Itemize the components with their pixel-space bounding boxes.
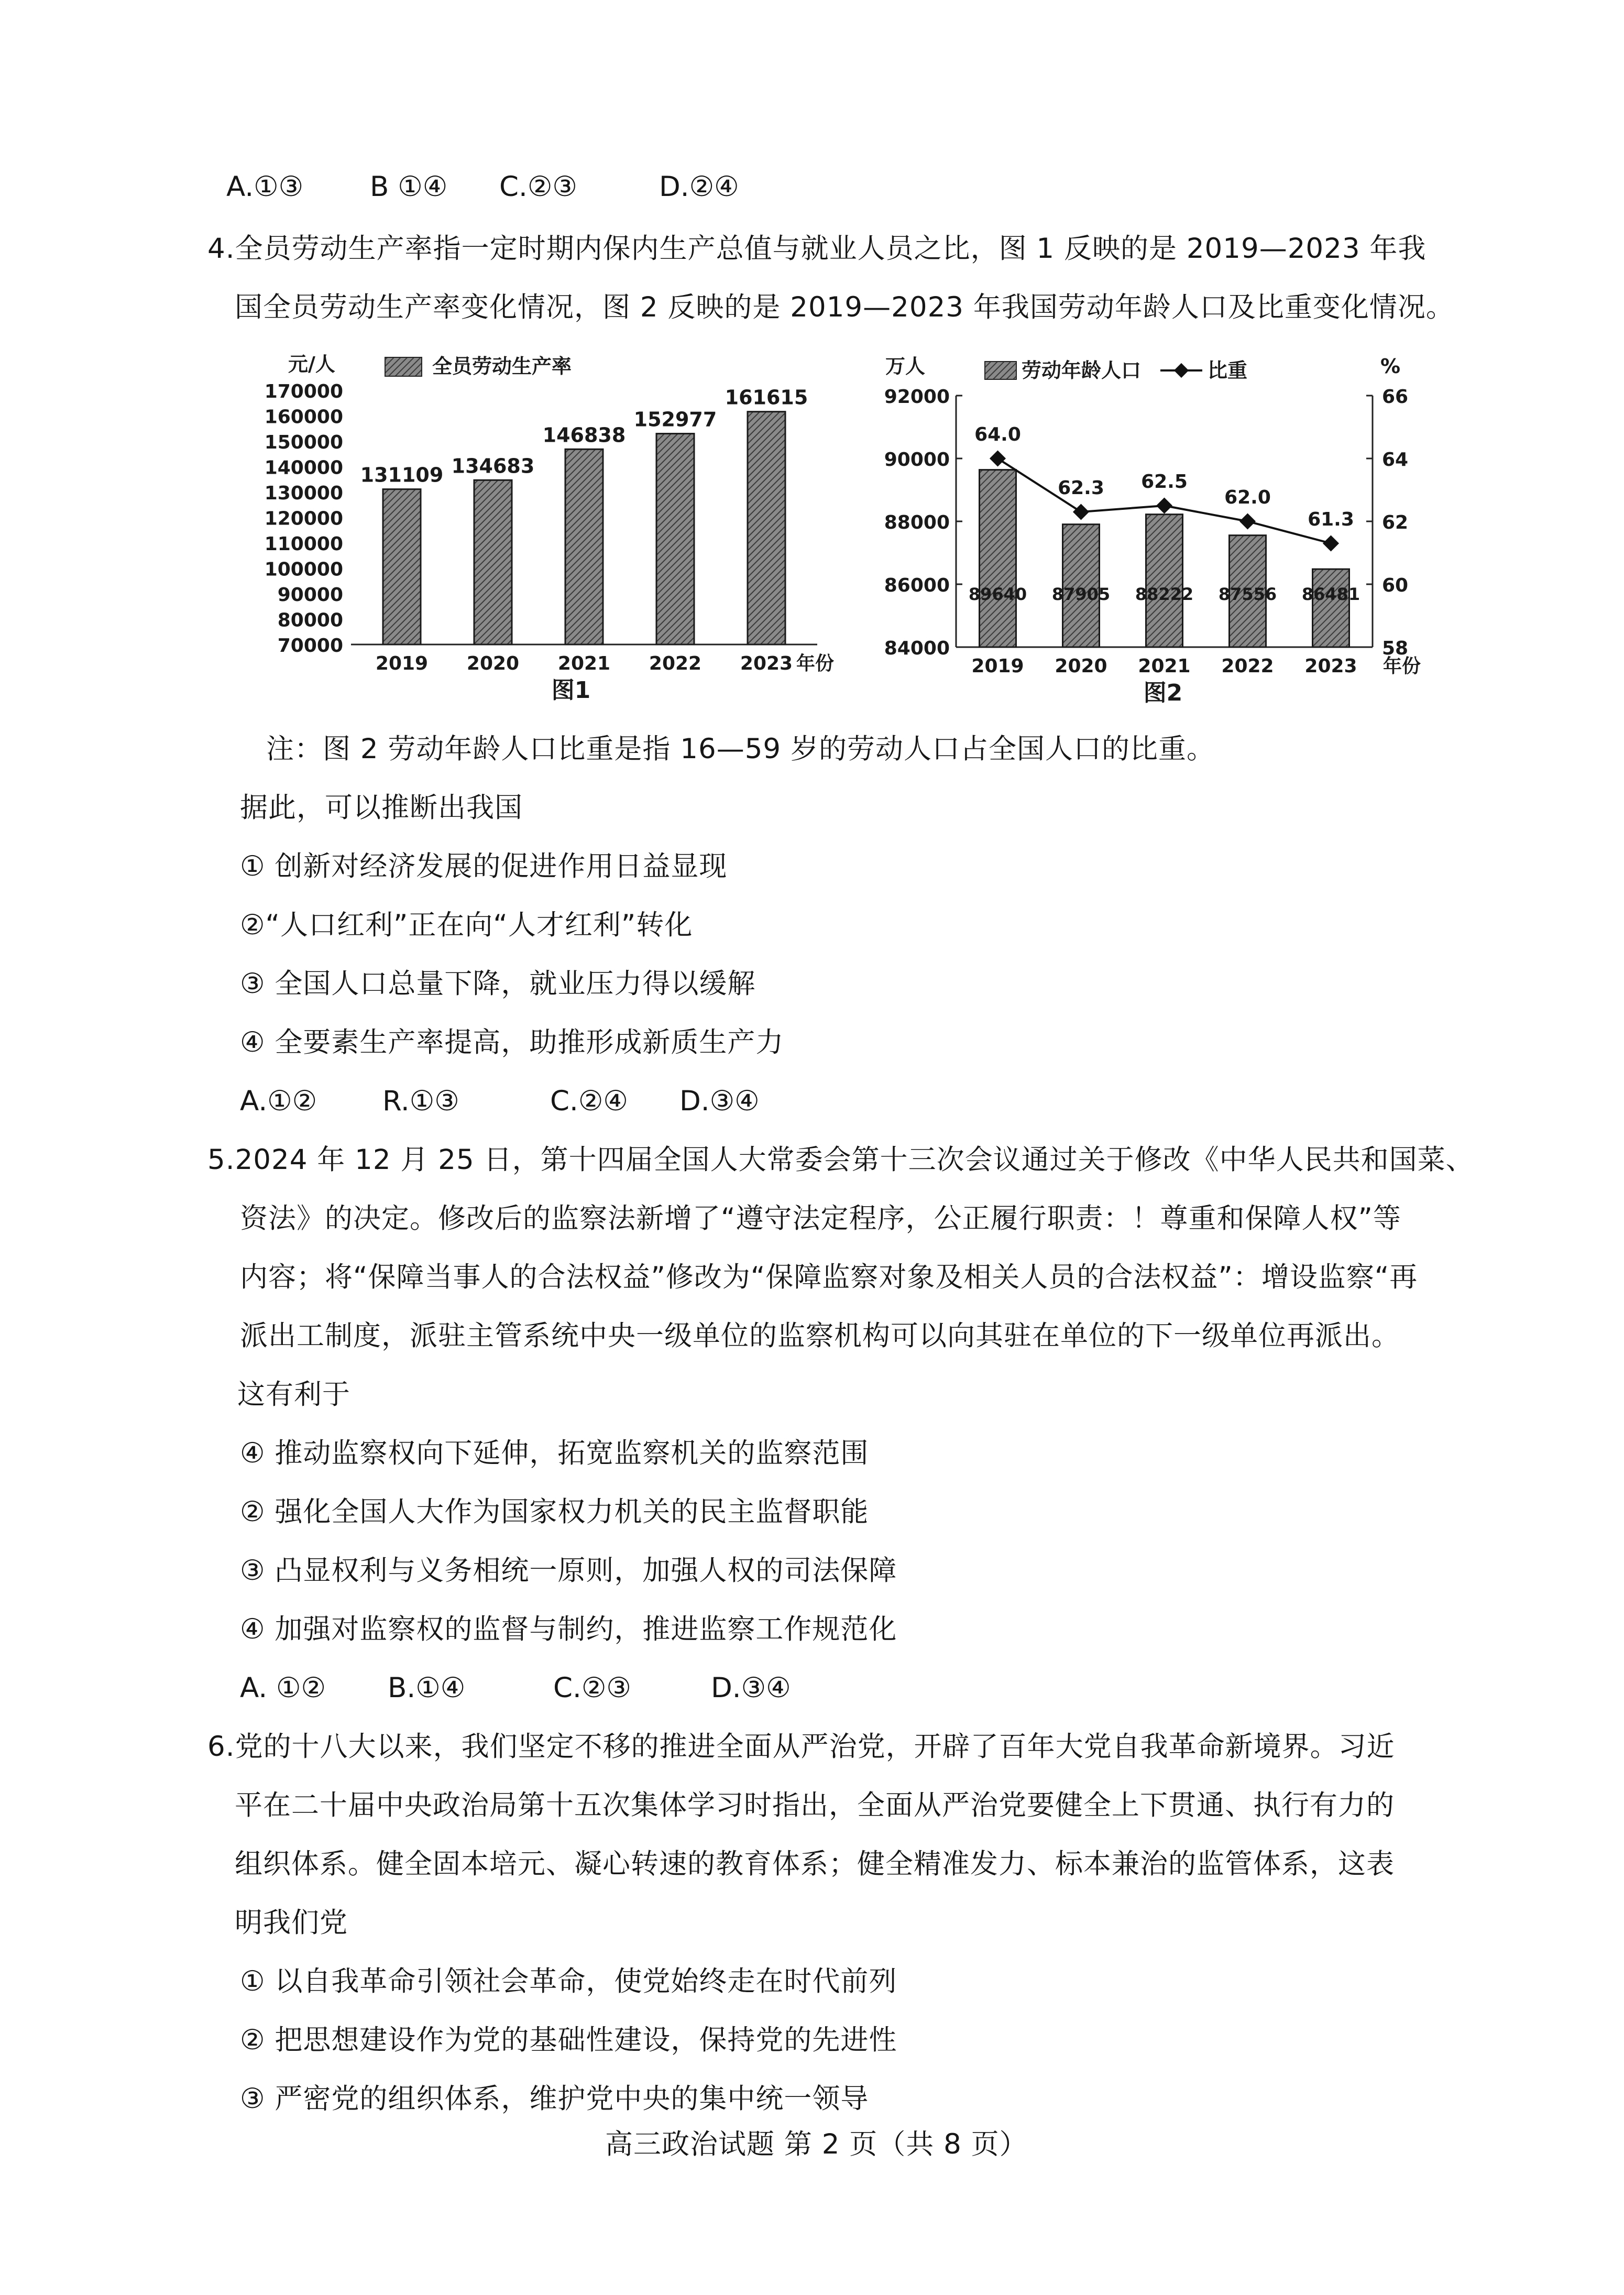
y2-tick-label: 64 [1382, 449, 1409, 471]
y-tick-label: 80000 [277, 609, 343, 631]
y-tick-label: 170000 [264, 381, 343, 402]
y2-tick-label: 62 [1382, 512, 1409, 533]
bar-value-label: 161615 [725, 386, 808, 409]
figure-caption: 图2 [1143, 680, 1183, 706]
q4-option-c: C.②④ [550, 1085, 628, 1117]
y-tick-label: 110000 [264, 533, 343, 555]
x-axis-unit: 年份 [1383, 655, 1421, 677]
q3-options [0, 169, 1624, 205]
y-tick-label: 160000 [264, 406, 343, 428]
bar-value-label: 86481 [1301, 584, 1360, 604]
q4-option-b: R.①③ [382, 1085, 459, 1117]
y-tick-label: 70000 [277, 635, 343, 657]
bar [383, 489, 421, 644]
q3-option-c: C.②③ [499, 171, 577, 203]
q6-stem-line-3: 组织体系。健全固本培元、凝心转速的教育体系；健全精准发力、标本兼治的监管体系，这表 [235, 1848, 1395, 1880]
q4-item-4: ④ 全要素生产率提高，助推形成新质生产力 [240, 1026, 784, 1058]
q5-stem-line-3: 内容；将“保障当事人的合法权益”修改为“保障监察对象及相关人员的合法权益”：增设监察“再 [240, 1261, 1418, 1293]
bar-value-label: 152977 [633, 408, 717, 431]
y-tick-label: 130000 [264, 483, 343, 504]
x-tick-label: 2021 [1138, 655, 1191, 677]
q6-stem-line-4: 明我们党 [235, 1907, 348, 1939]
bar-value-label: 87905 [1051, 584, 1111, 604]
bar [1313, 569, 1349, 647]
q4-lead: 据此，可以推断出我国 [240, 792, 523, 824]
q5-options [0, 1670, 1624, 1707]
x-tick-label: 2020 [1055, 655, 1107, 677]
q4-item-1: ① 创新对经济发展的促进作用日益显现 [240, 850, 728, 882]
y-tick-label: 140000 [264, 457, 343, 479]
q4-stem-line-1: 4.全员劳动生产率指一定时期内保内生产总值与就业人员之比，图 1 反映的是 2019—2023 年我 [207, 233, 1427, 265]
q3-option-d: D.②④ [659, 171, 739, 203]
ratio-value-label: 62.5 [1141, 471, 1188, 493]
y-tick-label: 90000 [277, 584, 343, 606]
x-tick-label: 2020 [466, 653, 520, 674]
bar [474, 480, 512, 644]
bar-value-label: 88222 [1135, 584, 1194, 604]
x-tick-label: 2023 [1304, 655, 1357, 677]
q4-options [0, 1083, 1624, 1120]
q5-stem-line-5: 这有利于 [237, 1379, 350, 1411]
y-tick-label: 120000 [264, 508, 343, 530]
bar [980, 470, 1016, 647]
y-tick-label: 86000 [884, 575, 950, 596]
bar [565, 449, 603, 644]
bar-value-label: 146838 [542, 423, 626, 447]
ratio-marker [1156, 497, 1172, 513]
q5-option-d: D.③④ [711, 1672, 791, 1704]
q4-option-a: A.①② [240, 1085, 317, 1117]
legend-line-label: 比重 [1208, 359, 1248, 382]
x-tick-label: 2022 [1221, 655, 1274, 677]
x-tick-label: 2019 [971, 655, 1024, 677]
bar-value-label: 134683 [451, 454, 535, 478]
q5-stem-line-4: 派出工制度，派驻主管系统中央一级单位的监察机构可以向其驻在单位的下一级单位再派出。 [240, 1320, 1400, 1352]
y-tick-label: 90000 [884, 449, 950, 471]
q5-stem-line-1: 5.2024 年 12 月 25 日，第十四届全国人大常委会第十三次会议通过关于修改《中华人民共和国菜、 [207, 1144, 1474, 1176]
legend-swatch [385, 357, 422, 376]
bar-value-label: 131109 [360, 463, 444, 487]
figure-2-working-age-population-chart [859, 346, 1425, 713]
figure-caption: 图1 [551, 677, 591, 704]
x-tick-label: 2019 [375, 653, 429, 674]
q6-stem-line-2: 平在二十届中央政治局第十五次集体学习时指出，全面从严治党要健全上下贯通、执行有力的 [235, 1789, 1395, 1821]
q6-item-1: ① 以自我革命引领社会革命，使党始终走在时代前列 [240, 1965, 897, 1997]
y2-tick-label: 58 [1382, 638, 1409, 659]
x-axis-unit: 年份 [796, 653, 835, 674]
q5-item-2: ② 强化全国人大作为国家权力机关的民主监督职能 [240, 1496, 869, 1528]
bar [1146, 515, 1183, 647]
y-tick-label: 84000 [884, 638, 950, 659]
q6-item-3: ③ 严密党的组织体系，维护党中央的集中统一领导 [240, 2083, 869, 2115]
y-tick-label: 88000 [884, 512, 950, 533]
y2-tick-label: 60 [1382, 575, 1409, 596]
y2-axis-unit: % [1380, 355, 1401, 378]
q6-item-2: ② 把思想建设作为党的基础性建设，保持党的先进性 [240, 2024, 897, 2056]
legend-bar-swatch [985, 362, 1016, 379]
q6-stem-line-1: 6.党的十八大以来，我们坚定不移的推进全面从严治党，开辟了百年大党自我革命新境界。习近 [207, 1731, 1395, 1763]
legend-bar-label: 劳动年龄人口 [1022, 359, 1142, 382]
q5-option-c: C.②③ [553, 1672, 631, 1704]
ratio-value-label: 61.3 [1308, 509, 1354, 530]
legend-line-marker [1174, 363, 1189, 378]
y-tick-label: 92000 [884, 386, 950, 408]
q5-option-a: A. ①② [240, 1672, 326, 1704]
bar-value-label: 89640 [968, 584, 1027, 604]
ratio-marker [990, 450, 1006, 466]
q4-stem-line-2: 国全员劳动生产率变化情况，图 2 反映的是 2019—2023 年我国劳动年龄人口及比重变化情况。 [235, 291, 1454, 323]
bar [656, 434, 694, 644]
q4-item-2: ②“人口红利”正在向“人才红利”转化 [240, 909, 693, 941]
q5-option-b: B.①④ [388, 1672, 466, 1704]
ratio-value-label: 62.0 [1224, 487, 1271, 508]
x-tick-label: 2021 [557, 653, 611, 674]
ratio-value-label: 62.3 [1058, 477, 1104, 499]
figure-1-labor-productivity-chart [251, 346, 870, 713]
ratio-marker [1239, 513, 1256, 529]
y-tick-label: 150000 [264, 432, 343, 453]
q5-stem-line-2: 资法》的决定。修改后的监察法新增了“遵守法定程序，公正履行职责：！尊重和保障人权”等 [240, 1203, 1401, 1234]
bar-value-label: 87556 [1218, 584, 1277, 604]
q4-option-d: D.③④ [679, 1085, 760, 1117]
q5-item-3: ③ 凸显权利与义务相统一原则，加强人权的司法保障 [240, 1555, 897, 1587]
q4-item-3: ③ 全国人口总量下降，就业压力得以缓解 [240, 968, 756, 1000]
y2-tick-label: 66 [1382, 386, 1409, 408]
ratio-marker [1323, 535, 1339, 551]
q5-item-1: ④ 推动监察权向下延伸，拓宽监察机关的监察范围 [240, 1437, 869, 1469]
ratio-marker [1073, 504, 1089, 520]
q3-option-b: B ①④ [370, 171, 448, 203]
y-axis-unit: 万人 [885, 355, 926, 378]
bar [748, 412, 785, 644]
y-axis-unit: 元/人 [288, 353, 335, 376]
q4-note: 注：图 2 劳动年龄人口比重是指 16—59 岁的劳动人口占全国人口的比重。 [266, 733, 1215, 765]
y-tick-label: 100000 [264, 559, 343, 581]
page-footer: 高三政治试题 第 2 页（共 8 页） [605, 2128, 1028, 2160]
ratio-value-label: 64.0 [974, 424, 1021, 445]
q3-option-a: A.①③ [226, 171, 304, 203]
x-tick-label: 2023 [740, 653, 793, 674]
legend-label: 全员劳动生产率 [432, 355, 572, 378]
x-tick-label: 2022 [649, 653, 702, 674]
q5-item-4: ④ 加强对监察权的监督与制约，推进监察工作规范化 [240, 1613, 897, 1645]
